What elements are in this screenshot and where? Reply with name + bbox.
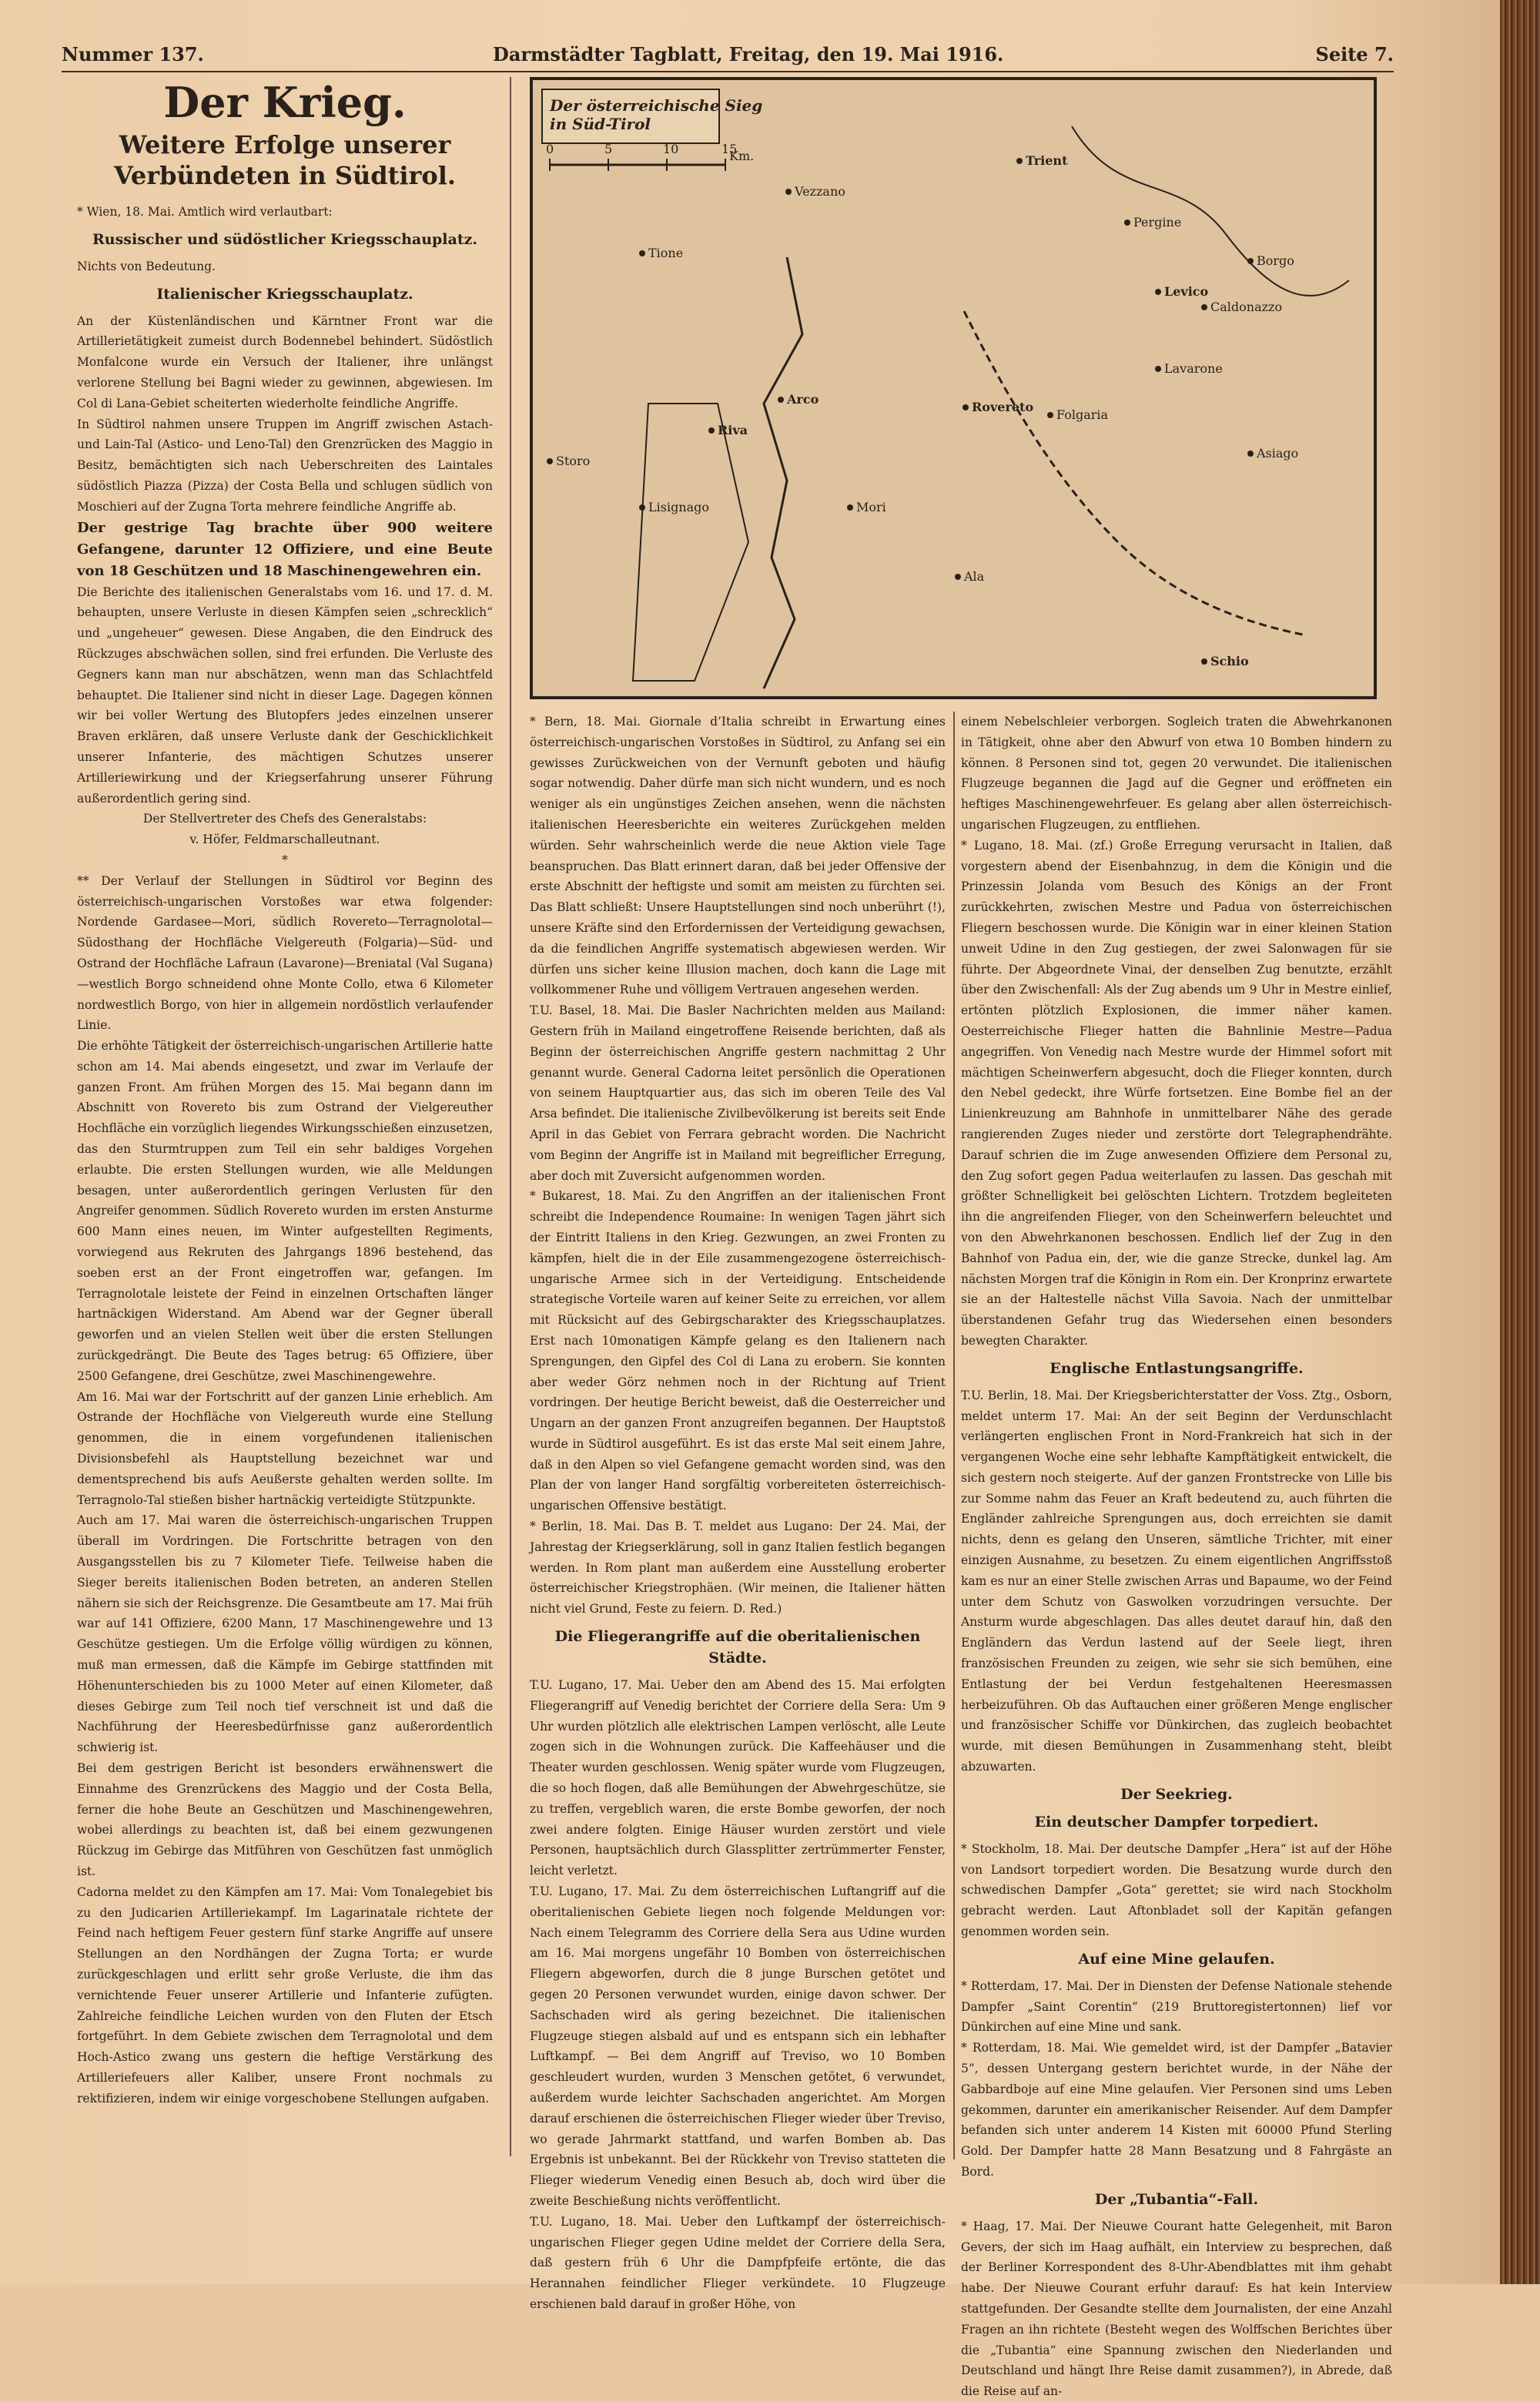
- place-label: Mori: [856, 500, 886, 514]
- place-label: Schio: [1210, 654, 1249, 668]
- place-label: Borgo: [1257, 253, 1294, 268]
- paragraph: * Wien, 18. Mai. Amtlich wird verlautbart:: [77, 205, 333, 219]
- signature-line: Der Stellvertreter des Chefs des Generalstabs:: [142, 812, 427, 826]
- place-marker: [1016, 158, 1023, 164]
- paragraph: * Haag, 17. Mai. Der Nieuwe Courant hatte Gelegenheit, mit Baron Gevers, der sich im Haag aufhält, ein Interview zu besprechen, daß der Berliner Korrespondent des 8-Uhr-Abendblattes mit ihm gehabt habe. Der Nieuwe Courant erfuhr darauf: Es hat kein Interview stattgefunden. Der Gesandte stellte dem Journalisten, der eine Anzahl Fragen an ihn richtete (Besteht wegen des Wolffschen Berichtes über die „Tubantia“ eine Spannung zwischen den Niederlanden und Deutschland und hängt Ihre Reise damit zusammen?), in Abrede, daß die Reise auf an-: [961, 2219, 1392, 2399]
- place-label: Levico: [1164, 284, 1209, 299]
- masthead: Darmstädter Tagblatt, Freitag, den 19. Mai 1916.: [493, 43, 1004, 65]
- paragraph: Auch am 17. Mai waren die österreichisch-ungarischen Truppen überall im Vordringen. Die Fortschritte betragen von den Ausgangsstellen bis zu 7 Kilometer Tiefe. Teilweise haben die Sieger bereits italienischen Boden betreten, an anderen Stellen nähern sie sich der Reichsgrenze. Die Gesamtbeute am 17. Mai früh war auf 141 Offiziere, 6200 Mann, 17 Maschinengewehre und 13 Geschütze gestiegen. Um die Erfolge völlig würdigen zu können, muß man ermessen, daß die Kämpfe im Gebirge stattfinden mit Höhenunterschieden bis zu 1000 Meter auf einen Kilometer, daß dieses Gebirge zum Teil noch tief verschneit ist und daß die Nachführung der Heeresbedürfnisse ganz außerordentlich schwierig ist.: [77, 1513, 493, 1755]
- place-marker: [785, 189, 792, 195]
- paragraph: einem Nebelschleier verborgen. Sogleich traten die Abwehrkanonen in Tätigkeit, ohne aber den Abwurf von etwa 10 Bomben hindern zu können. 8 Personen sind tot, gegen 20 verwundet. Die italienischen Flugzeuge begannen die Jagd auf die Gegner und eröffneten ein heftiges Maschinengewehrfeuer. Es gelang aber allen österreichisch-ungarischen Flugzeugen, zu entfliehen.: [961, 715, 1392, 832]
- place-marker: [1247, 258, 1254, 264]
- place-labels: [547, 153, 1298, 668]
- signature-name: v. Höfer, Feldmarschalleutnant.: [189, 832, 380, 847]
- paragraph: * Rotterdam, 17. Mai. Der in Diensten der Defense Nationale stehende Dampfer „Saint Corentin“ (219 Bruttoregistertonnen) lief vor Dünkirchen auf eine Mine und sank.: [961, 1978, 1392, 2035]
- paragraph: An der Küstenländischen und Kärntner Front war die Artillerietätigkeit zumeist durch Bodennebel behindert. Südöstlich Monfalcone wurde ein Versuch der Italiener, ihre unlängst verlorene Stellung bei Bagni wieder zu gewinnen, abgewiesen. Im Col di Lana-Gebiet scheiterten wiederholte feindliche Angriffe.: [77, 313, 493, 410]
- scale-tick-label: 0: [546, 142, 554, 156]
- paragraph: T.U. Lugano, 17. Mai. Ueber den am Abend des 15. Mai erfolgten Fliegerangriff auf Venedig berichtet der Corriere della Sera: Um 9 Uhr wurden plötzlich alle elektrischen Lampen verlöscht, alle Leute zogen sich in die Wohnungen zurück. Die Kaffeehäuser und die Theater wurden geschlossen. Wenig später wurde vom Flugzeugen, die so hoch flogen, daß alle Bemühungen der Abwehrgeschütze, sie zu treffen, vergeblich waren, die erste Bombe geworfen, der noch zwei andere folgten. Einige Häuser wurden zerstört und viele Personen, hauptsächlich durch Glassplitter zertrümmerter Fenster, leicht verletzt.: [530, 1678, 946, 1878]
- paragraph: Die erhöhte Tätigkeit der österreichisch-ungarischen Artillerie hatte schon am 14. Mai abends eingesetzt, und zwar im Verlaufe der ganzen Front. Am frühen Morgen des 15. Mai begann dann im Abschnitt von Rovereto bis zum Ostrand der Vielgereuther Hochfläche ein vorzüglich liegendes Wirkungsschießen einzusetzen, das den Sturmtruppen zum Teil ein sehr baldiges Vorgehen erlaubte. Die ersten Stellungen wurden, wie alle Meldungen besagen, unter außerordentlich geringen Verlusten für den Angreifer genommen. Südlich Rovereto wurden im ersten Ansturme 600 Mann eines neuen, im Winter aufgestellten Regiments, vorwiegend aus Rekruten des Jahrgangs 1896 bestehend, das soeben erst an der Front eingetroffen war, gefangen. Im Terragnolotale leistete der Feind in einzelnen Ortschaften länger hartnäckigen Widerstand. Am Abend war der Gegner überall geworfen und an vielen Stellen weit über die ersten Stellungen zurückgedrängt. Die Beute des Tages betrug: 65 Offiziere, über 2500 Gefangene, drei Geschütze, zwei Maschinengewehre.: [77, 1039, 493, 1383]
- river-etsch: [764, 257, 802, 688]
- paragraph: * Lugano, 18. Mai. (zf.) Große Erregung verursacht in Italien, daß vorgestern abend der Eisenbahnzug, in dem die Königin und die Prinzessin Jolanda vom Besuch des Königs an der Front zurückkehrten, zwischen Mestre und Padua von österreichischen Fliegern beschossen wurde. Die Königin war in einer kleinen Station unweit Udine in den Zug gestiegen, der zwei Salonwagen für sie führte. Der Abgeordnete Vinai, der denselben Zug benutzte, erzählt über den Zwischenfall: Als der Zug abends um 9 Uhr in Mestre einlief, ertönten plötzlich Explosionen, die immer näher kamen. Oesterreichische Flieger hatten die Bahnlinie Mestre—Padua angegriffen. Von Venedig nach Mestre wurde der Himmel sofort mit mächtigen Scheinwerfern abgesucht, doch die Flieger konnten, durch den Nebel gedeckt, ihre Würfe fortsetzen. Eine Bombe fiel an der Linienkreuzung am Bahnhofe in unmittelbarer Nähe des gerade rangierenden Zuges nieder und zerstörte dort Telegraphendrähte. Darauf schrien die im Zuge anwesenden Offiziere dem Personal zu, den Zug sofort gegen Padua weiterlaufen zu lassen. Das geschah mit größter Schnelligkeit bei gelöschten Lichtern. Trotzdem begleiteten ihn die angreifenden Flieger, von den Scheinwerfern beleuchtet und von den Abwehrkanonen beschossen. Endlich lief der Zug in den Bahnhof von Padua ein, der, wie die ganze Strecke, dunkel lag. Am nächsten Morgen traf die Königin in Rom ein. Der Kronprinz erwartete sie an der Haltestelle nächst Villa Savoia. Nach der unmittelbar überstandenen Gefahr trug das Wiedersehen einen besonders bewegten Charakter.: [961, 838, 1392, 1348]
- issue-number: Nummer 137.: [62, 43, 204, 65]
- scale-tick-label: 15: [721, 142, 738, 156]
- place-marker: [847, 504, 853, 511]
- place-label: Arco: [787, 392, 819, 407]
- separator: *: [282, 853, 288, 867]
- place-label: Caldonazzo: [1210, 300, 1283, 314]
- scale-tick-label: 5: [604, 142, 613, 156]
- scale-tick-label: 10: [663, 142, 679, 156]
- place-marker: [1155, 366, 1161, 372]
- paragraph: Am 16. Mai war der Fortschritt auf der ganzen Linie erheblich. Am Ostrande der Hochfläche von Vielgereuth wurde eine Stellung genommen, die in einem vorgefundenen italienischen Divisionsbefehl als Hauptstellung bezeichnet war und dementsprechend bis aufs Aeußerste gehalten werden sollte. Im Terragnolo-Tal stießen bisher hartnäckig verteidigte Stützpunkte.: [77, 1389, 493, 1507]
- map-title: Der österreichische Sieg in Süd-Tirol: [550, 96, 763, 133]
- subheading: Englische Entlastungsangriffe.: [1050, 1359, 1304, 1377]
- paragraph: * Bukarest, 18. Mai. Zu den Angriffen an der italienischen Front schreibt die Independence Roumaine: In wenigen Tagen jährt sich der Eintritt Italiens in den Krieg. Gezwungen, an zwei Fronten zu kämpfen, hielt die in der Eile zusammengezogene österreichisch-ungarische Armee sich in der Verteidigung. Entscheidende strategische Vorteile waren auf keiner Seite zu erreichen, vor allem mit Rücksicht auf des Gebirgscharakter des Kriegsschauplatzes. Erst nach 10monatigen Kämpfe gelang es den Italienern nach Sprengungen, den Gipfel des Col di Lana zu erobern. Sie konnten aber weder Görz nehmen noch in der Richtung auf Trient vordringen. Der heutige Bericht beweist, daß die Oesterreicher und Ungarn an der ganzen Front anzugreifen begannen. Der Hauptstoß wurde in Südtirol ausgeführt. Es ist das erste Mal seit einem Jahre, daß in den Alpen so viel Gefangene gemacht worden sind, was den Plan der von langer Hand sorgfältig vorbereiteten österreichisch-ungarischen Offensive bestätigt.: [530, 1189, 946, 1513]
- place-label: Tione: [648, 246, 684, 260]
- place-label: Riva: [718, 423, 748, 437]
- subheading: Russischer und südöstlicher Kriegsschauplatz.: [92, 230, 478, 248]
- place-marker: [1124, 219, 1130, 226]
- paragraph: T.U. Lugano, 17. Mai. Zu dem österreichischen Luftangriff auf die oberitalienischen Gebiete liegen noch folgende Meldungen vor: Nach einem Telegramm des Corriere della Sera aus Udine wurden am 16. Mai morgens ungefähr 10 Bomben von österreichischen Fliegern abgeworfen, durch die 8 junge Burschen getötet und gegen 20 Personen verwundet wurden, einige davon schwer. Der Sachschaden wird als gering bezeichnet. Die italienischen Flugzeuge stiegen alsbald auf und es entspann sich ein lebhafter Luftkampf. — Bei dem Angriff auf Treviso, wo 10 Bomben geschleudert wurden, wurden 3 Menschen getötet, 6 verwundet, außerdem wurde leichter Sachschaden angerichtet. Am Morgen darauf erschienen die österreichischen Flieger wieder über Treviso, wo gerade Jahrmarkt stattfand, und warfen Bomben ab. Das Ergebnis ist unbekannt. Bei der Rückkehr von Treviso statteten die Flieger wiederum Venedig einen Besuch ab, doch wird über die zweite Beschießung nichts veröffentlicht.: [530, 1884, 946, 2208]
- paragraph: T.U. Basel, 18. Mai. Die Basler Nachrichten melden aus Mailand: Gestern früh in Mailand eingetroffene Reisende berichten, daß als Beginn der österreichischen Angriffe gestern nachmittag 2 Uhr genannt wurde. General Cadorna leitet persönlich die Operationen von seinem Hauptquartier aus, das sich im oberen Teile des Val Arsa befindet. Die italienische Zivilbevölkerung ist bereits seit Ende April in das Gebiet von Ferrara gebracht worden. Die Nachricht vom Beginn der Angriffe ist in Mailand mit begreiflicher Erregung, aber doch mit Zuversicht aufgenommen worden.: [530, 1003, 946, 1183]
- paragraph: * Rotterdam, 18. Mai. Wie gemeldet wird, ist der Dampfer „Batavier 5“, dessen Untergang gestern berichtet wurde, in der Nähe der Gabbardboje auf eine Mine gelaufen. Vier Personen sind ums Leben gekommen, darunter ein amerikanischer Reisender. Auf dem Dampfer befanden sich unter anderem 14 Kisten mit 60000 Pfund Sterling Gold. Der Dampfer hatte 28 Mann Besatzung und 8 Fahrgäste an Bord.: [961, 2041, 1392, 2179]
- place-label: Pergine: [1133, 215, 1182, 229]
- map-south-tyrol: [530, 77, 1377, 699]
- page-number: Seite 7.: [1315, 43, 1394, 65]
- paragraph: * Stockholm, 18. Mai. Der deutsche Dampfer „Hera“ ist auf der Höhe von Landsort torpediert worden. Die Besatzung wurde durch den schwedischen Dampfer „Gota“ gerettet; sie wird nach Stockholm gebracht werden. Laut Aftonbladet soll der Kapitän gefangen genommen worden sein.: [961, 1841, 1392, 1939]
- paragraph: Die Berichte des italienischen Generalstabs vom 16. und 17. d. M. behaupten, unsere Verluste in diesen Kämpfen seien „schrecklich“ und „ungeheuer“ gewesen. Diese Angaben, die den Eindruck des Rückzuges abschwächen sollen, sind frei erfunden. Die Verluste des Gegners kann man nur abschätzen, wenn man das Schlachtfeld behauptet. Die Italiener sind nicht in dieser Lage. Dagegen können wir bei voller Wertung des Blutopfers jedes einzelnen unserer Braven erklären, daß unsere Verluste dank der Geschicklichkeit unserer Infanterie, des mächtigen Schutzes unserer Artilleriewirkung und der Kriegserfahrung unserer Führung außerordentlich gering sind.: [77, 585, 493, 806]
- paragraph: ** Der Verlauf der Stellungen in Südtirol vor Beginn des österreichisch-ungarischen Vorstoßes war etwa folgender: Nordende Gardasee—Mori, südlich Rovereto—Terragnolotal—Südosthang der Hochfläche Vielgereuth (Folgaria)—Süd- und Ostrand der Hochfläche Lafraun (Lavarone)—Breniatal (Val Sugana)—westlich Borgo schneidend ohne Monte Collo, etwa 6 Kilometer nordwestlich Borgo, von hier in allgemein nordöstlich verlaufender Linie.: [77, 873, 493, 1033]
- place-marker: [955, 574, 961, 580]
- place-marker: [1047, 412, 1053, 418]
- place-label: Lavarone: [1164, 361, 1223, 376]
- place-label: Asiago: [1257, 446, 1299, 461]
- place-marker: [1247, 451, 1254, 457]
- place-marker: [708, 427, 715, 434]
- paragraph: * Bern, 18. Mai. Giornale d’Italia schreibt in Erwartung eines österreichisch-ungarischen Vorstoßes in Südtirol, zu Anfang sei ein gewisses Zurückweichen von der Vernunft geboten und häufig sogar notwendig. Daher dürfe man sich nicht wundern, und es noch weniger als ein ungünstiges Zeichen ansehen, wenn die nächsten italienischen Heeresberichte ein weiteres Zurückgehen melden würden. Sehr wahrscheinlich werde die neue Aktion viele Tage beanspruchen. Das Blatt erinnert daran, daß bei jeder Offensive der erste Abschnitt der heftigste und somit am meisten zu fürchten sei. Das Blatt schließt: Unsere Hauptstellungen sind noch unberührt (!), unsere Kräfte sind den Erfordernissen der Verteidigung gewachsen, da die feindlichen Angriffe systematisch abgewiesen werden. Wir dürfen uns sicher keine Illusion machen, doch kann die Lage mit vollkommener Ruhe und völligem Vertrauen angesehen werden.: [530, 715, 946, 997]
- place-label: Lisignago: [648, 500, 710, 514]
- subheading: Italienischer Kriegsschauplatz.: [156, 285, 413, 303]
- section-title: Der Krieg.: [163, 78, 407, 127]
- paragraph: In Südtirol nahmen unsere Truppen im Angriff zwischen Astach- und Lain-Tal (Astico- und Leno-Tal) den Grenzrücken des Maggio in Besitz, bemächtigten sich nach Ueberschreiten des Laintales südöstlich Piazza (Pizza) der Costa Bella und schlugen südlich von Moschieri auf der Zugna Torta mehrere feindliche Angriffe ab.: [77, 417, 493, 514]
- place-label: Folgaria: [1056, 407, 1109, 422]
- paragraph: Bei dem gestrigen Bericht ist besonders erwähnenswert die Einnahme des Grenzrückens des Maggio und der Costa Bella, ferner die hohe Beute an Geschützen und Maschinengewehren, wobei allerdings zu beachten ist, daß bei einem gezwungenen Rückzug im Gebirge das Mitführen von Geschützen fast unmöglich ist.: [77, 1760, 493, 1878]
- place-marker: [1201, 658, 1207, 665]
- place-marker: [1155, 289, 1161, 295]
- column-3: [961, 712, 1392, 2399]
- page-header: [62, 40, 1394, 72]
- column-rule: [510, 77, 511, 2156]
- column-2: [530, 712, 946, 2311]
- subheading: Der Seekrieg.: [1120, 1785, 1233, 1803]
- valley-line: [1072, 126, 1349, 296]
- subheading-small: Auf eine Mine gelaufen.: [1078, 1950, 1275, 1968]
- place-marker: [639, 250, 645, 256]
- article-headline: Weitere Erfolge unserer Verbündeten in Südtirol.: [113, 130, 457, 190]
- place-marker: [547, 458, 553, 464]
- paragraph: Cadorna meldet zu den Kämpfen am 17. Mai: Vom Tonalegebiet bis zu den Judicarien Artilleriekampf. Im Lagarinatale richtete der Feind nach heftigem Feuer gestern fünf starke Angriffe auf unsere Stellungen an den Nordhängen der Zugna Torta; er wurde zurückgeschlagen und erlitt sehr große Verluste, die ihm das vernichtende Feuer unserer Artillerie und Infanterie zufügten. Zahlreiche feindliche Leichen wurden von den Fluten der Etsch fortgeführt. In dem Gebiete zwischen dem Terragnolotal und dem Hoch-Astico zwang uns gestern die heftige Verstärkung des Artilleriefeuers aller Kaliber, unsere Front nochmals zu rektifizieren, indem wir einige vorgeschobene Stellungen aufgaben.: [77, 1884, 493, 2106]
- book-binding: [1500, 0, 1540, 2284]
- map-drawing: [533, 80, 1374, 696]
- paragraph: * Berlin, 18. Mai. Das B. T. meldet aus Lugano: Der 24. Mai, der Jahrestag der Kriegserklärung, soll in ganz Italien festlich begangen werden. In Rom plant man außerdem eine Ausstellung eroberter österreichischer Kriegstrophäen. (Wir meinen, die Italiener hätten nicht viel Grund, Feste zu feiern. D. Red.): [530, 1519, 946, 1616]
- place-marker: [639, 504, 645, 511]
- scale-label: Km.: [729, 149, 755, 163]
- place-label: Vezzano: [795, 184, 845, 199]
- place-label: Rovereto: [972, 400, 1034, 414]
- place-label: Ala: [964, 569, 985, 584]
- subheading-small: Der „Tubantia“-Fall.: [1094, 2190, 1259, 2208]
- place-label: Storo: [556, 454, 591, 468]
- bold-paragraph: Der gestrige Tag brachte über 900 weitere Gefangene, darunter 12 Offiziere, und eine Beute von 18 Geschützen und 18 Maschinengewehren ein.: [77, 519, 493, 579]
- column-rule: [953, 712, 955, 2159]
- place-label: Trient: [1026, 153, 1068, 168]
- place-marker: [778, 397, 784, 403]
- scale-ticks: [546, 142, 737, 171]
- paragraph: Nichts von Bedeutung.: [77, 259, 216, 273]
- front-line: [964, 311, 1303, 635]
- place-marker: [1201, 304, 1207, 310]
- paragraph: T.U. Berlin, 18. Mai. Der Kriegsberichterstatter der Voss. Ztg., Osborn, meldet unterm 17. Mai: An der seit Beginn der Verdunschlacht verlängerten englischen Front in Nord-Frankreich hat sich in der vergangenen Woche eine sehr lebhafte Kampftätigkeit entwickelt, die sich gestern noch steigerte. Auf der ganzen Frontstrecke von Lille bis zur Somme nahm das Feuer an Kraft bedeutend zu, auch führten die Engländer zahlreiche Sprengungen aus, doch erreichten sie damit nichts, denn es gelang den Unseren, sämtliche Trichter, mit einer einzigen Ausnahme, zu besetzen. Zu einem eigentlichen Angriffsstoß kam es nur an einer Stelle zwischen Arras und Bapaume, wo der Feind unter dem Schutz von Gaswolken vorzudringen versuchte. Der Ansturm wurde abgeschlagen. Das alles deutet darauf hin, daß den Engländern das Verdun lastend auf der Seele liegt, ihren französischen Freunden zu zeigen, wie sehr sie sich bemühen, eine Entlastung der bei Verdun festgehaltenen Heeresmassen herbeizuführen. Ob das Auftauchen einer größeren Menge englischer und französischer Schiffe vor Dünkirchen, das zugleich beobachtet wurde, mit diesen Bemühungen in Zusammenhang steht, bleibt abzuwarten.: [961, 1388, 1392, 1774]
- subheading-small: Ein deutscher Dampfer torpediert.: [1034, 1813, 1319, 1831]
- paragraph: T.U. Lugano, 18. Mai. Ueber den Luftkampf der österreichisch-ungarischen Flieger gegen Udine meldet der Corriere della Sera, daß gestern früh 6 Uhr die Dampfpfeife ertönte, die das Herannahen feindlicher Flieger verkündete. 10 Flugzeuge erschienen bald darauf in großer Höhe, von: [530, 2214, 946, 2311]
- subheading: Die Fliegerangriffe auf die oberitalienischen Städte.: [554, 1628, 921, 1667]
- lake-garda: [633, 404, 748, 681]
- column-1: [77, 77, 493, 2226]
- place-marker: [962, 404, 969, 410]
